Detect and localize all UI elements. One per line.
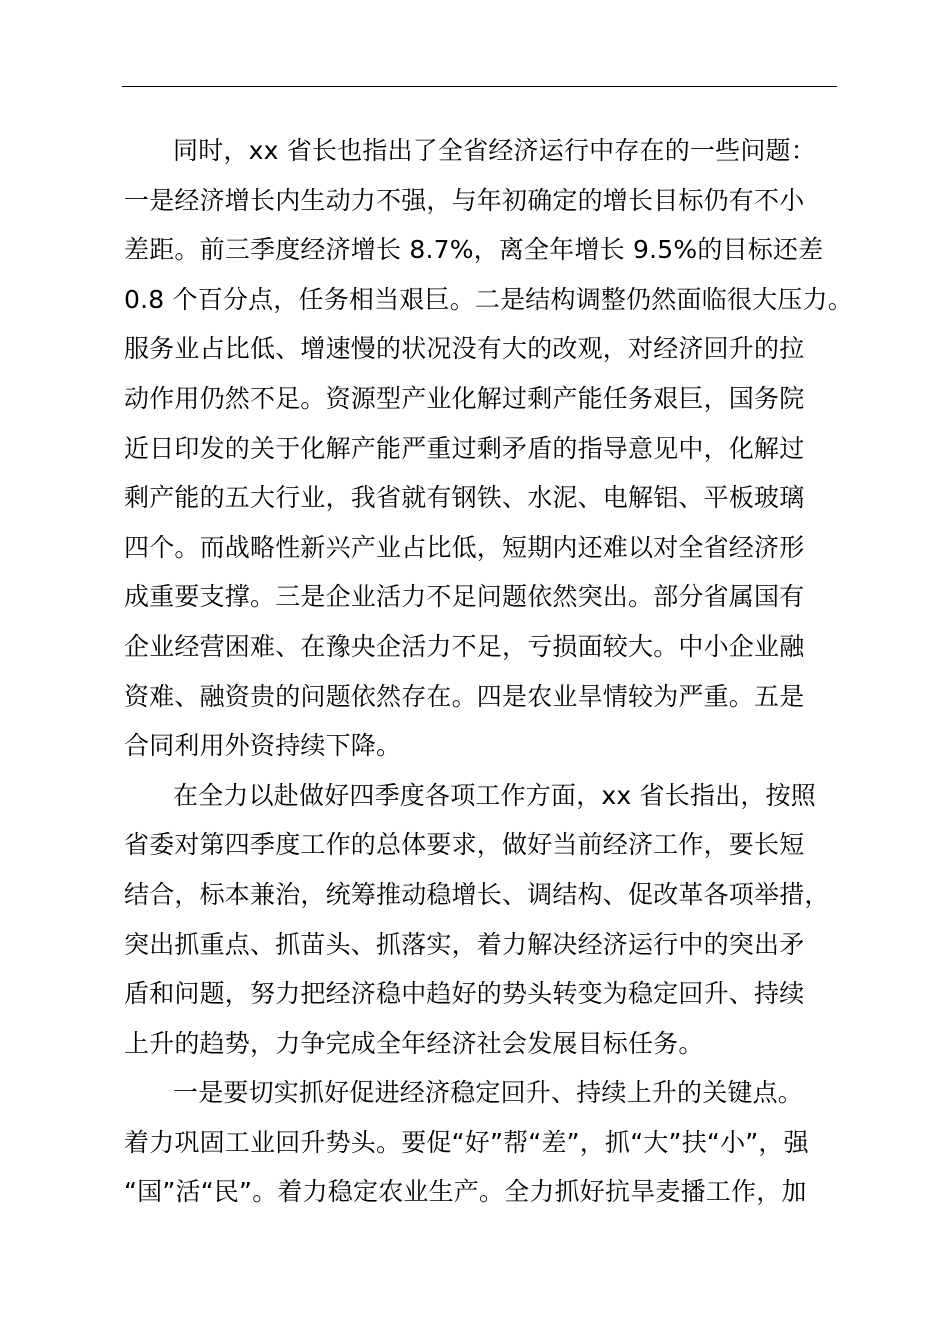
paragraph-1-line-2: 一是经济增长内生动力不强，与年初确定的增长目标仍有不小 [124,185,805,215]
paragraph-2-line-1: 在全力以赴做好四季度各项工作方面，xx 省长指出，按照 [173,780,816,810]
paragraph-1-line-13: 合同利用外资持续下降。 [124,731,402,761]
header-rule [122,86,837,87]
paragraph-1-line-9: 四个。而战略性新兴产业占比低，短期内还难以对全省经济形 [124,532,805,562]
paragraph-1-line-5: 服务业占比低、增速慢的状况没有大的改观，对经济回升的拉 [124,334,805,364]
paragraph-1-line-11: 企业经营困难、在豫央企活力不足，亏损面较大。中小企业融 [124,631,805,661]
paragraph-2-line-2: 省委对第四季度工作的总体要求，做好当前经济工作，要长短 [124,830,805,860]
paragraph-3-line-2: 着力巩固工业回升势头。要促“好”帮“差”，抓“大”扶“小”，强 [124,1127,809,1157]
paragraph-1-line-3: 差距。前三季度经济增长 8.7%，离全年增长 9.5%的目标还差 [124,235,824,265]
paragraph-1-line-8: 剩产能的五大行业，我省就有钢铁、水泥、电解铝、平板玻璃 [124,483,805,513]
paragraph-2-line-6: 上升的趋势，力争完成全年经济社会发展目标任务。 [124,1028,704,1058]
body-text [124,126,864,1217]
paragraph-1-line-7: 近日印发的关于化解产能严重过剩矛盾的指导意见中，化解过 [124,433,805,463]
paragraph-3-line-3: “国”活“民”。着力稳定农业生产。全力抓好抗旱麦播工作，加 [124,1177,807,1207]
paragraph-2-line-3: 结合，标本兼治，统筹推动稳增长、调结构、促改革各项举措， [124,879,830,909]
paragraph-1-line-12: 资难、融资贵的问题依然存在。四是农业旱情较为严重。五是 [124,681,805,711]
paragraph-2-line-4: 突出抓重点、抓苗头、抓落实，着力解决经济运行中的突出矛 [124,929,805,959]
paragraph-1-line-6: 动作用仍然不足。资源型产业化解过剩产能任务艰巨，国务院 [124,383,805,413]
paragraph-2-line-5: 盾和问题，努力把经济稳中趋好的势头转变为稳定回升、持续 [124,979,805,1009]
paragraph-1-line-4: 0.8 个百分点，任务相当艰巨。二是结构调整仍然面临很大压力。 [124,284,853,314]
paragraph-1-line-1: 同时，xx 省长也指出了全省经济运行中存在的一些问题： [173,136,816,165]
paragraph-1-line-10: 成重要支撑。三是企业活力不足问题依然突出。部分省属国有 [124,582,805,612]
paragraph-3-line-1: 一是要切实抓好促进经济稳定回升、持续上升的关键点。 [173,1078,804,1108]
